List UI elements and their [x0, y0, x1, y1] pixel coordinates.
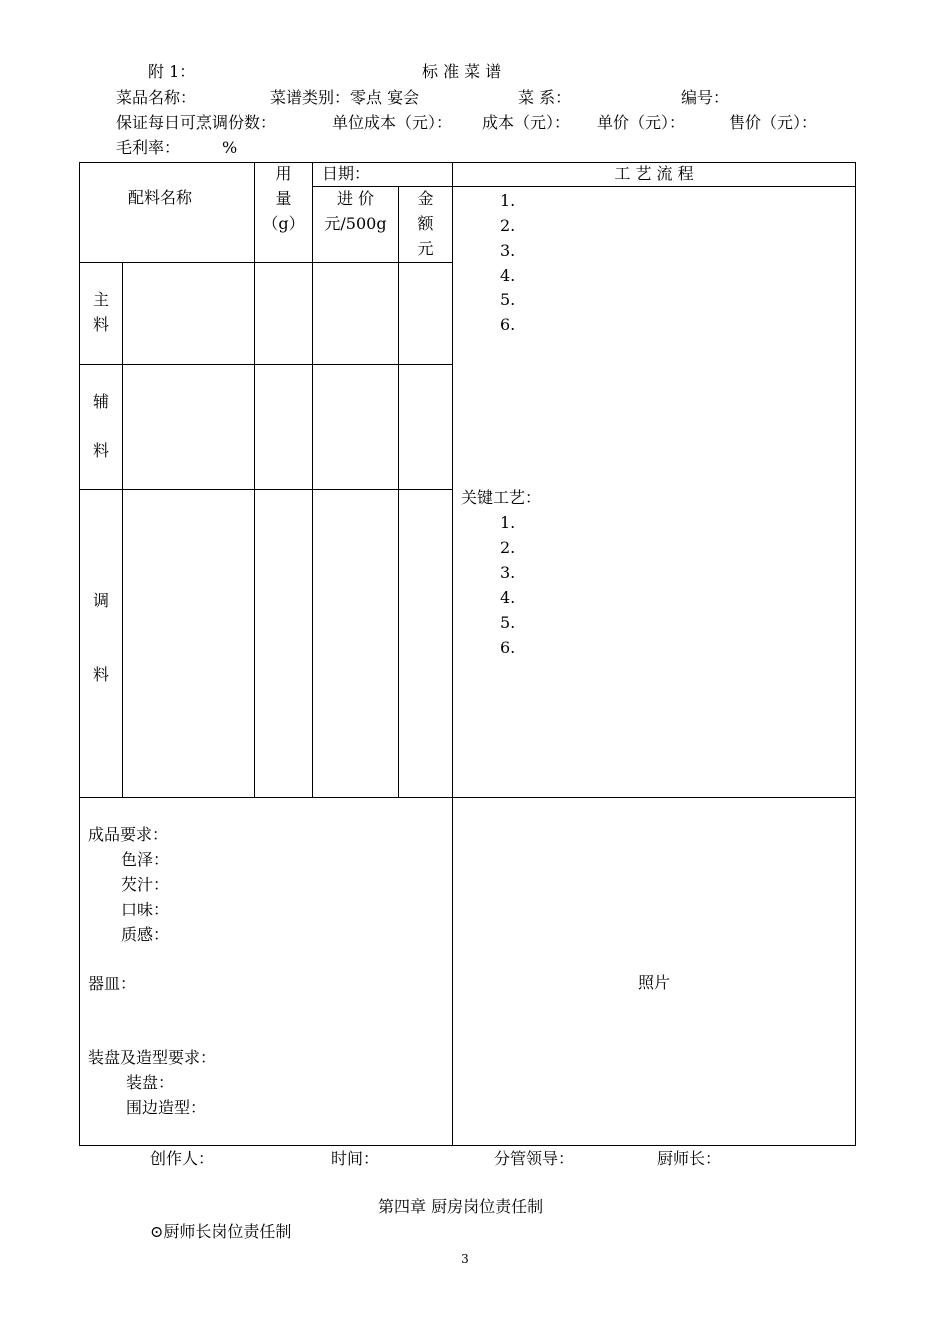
table-border-left — [79, 162, 80, 1146]
category-label: 菜谱类别：零点 宴会 — [270, 88, 420, 107]
key-step: 5. — [500, 613, 516, 632]
leader-label: 分管领导： — [494, 1149, 575, 1168]
price-col-divider — [398, 186, 399, 797]
main-ingredient-label-2: 料 — [92, 315, 109, 334]
dish-name-label: 菜品名称： — [116, 88, 197, 107]
aux-row-divider — [79, 489, 452, 490]
plating-label: 装盘： — [126, 1073, 175, 1092]
name-col-divider — [254, 162, 255, 797]
chef-label: 厨师长： — [657, 1149, 722, 1168]
date-row-divider — [312, 186, 452, 187]
key-step: 3. — [500, 563, 516, 582]
process-title-divider — [453, 186, 855, 187]
key-step: 6. — [500, 638, 516, 657]
taste-label: 口味： — [121, 900, 170, 919]
seasoning-label-1: 调 — [92, 591, 109, 610]
purchase-price-header-1: 进 价 — [336, 189, 375, 208]
key-process-title: 关键工艺： — [461, 488, 542, 507]
photo-placeholder: 照片 — [637, 973, 670, 992]
cuisine-label: 菜 系： — [518, 88, 572, 107]
seasoning-row-divider — [79, 797, 855, 798]
usage-header-2: 量 — [275, 189, 292, 208]
date-label: 日期： — [322, 164, 371, 183]
usage-col-divider — [312, 162, 313, 797]
usage-header-1: 用 — [275, 164, 292, 183]
plating-requirements-title: 装盘及造型要求： — [88, 1048, 217, 1067]
cost-label: 成本（元）： — [482, 113, 571, 132]
appendix-label: 附 1： — [148, 62, 196, 81]
page-title: 标 准 菜 谱 — [422, 62, 502, 81]
finished-requirements-title: 成品要求： — [88, 825, 169, 844]
usage-unit: （g） — [262, 214, 305, 233]
number-label: 编号： — [681, 88, 730, 107]
process-step: 4. — [500, 266, 516, 285]
process-title: 工 艺 流 程 — [614, 164, 694, 183]
main-ingredient-label-1: 主 — [92, 290, 109, 309]
category-col-divider — [122, 262, 123, 797]
process-step: 2. — [500, 216, 516, 235]
process-step: 5. — [500, 290, 516, 309]
ingredient-name-header: 配料名称 — [128, 188, 193, 207]
table-border-top — [79, 162, 856, 163]
header-row-divider — [79, 262, 452, 263]
aux-ingredient-label-1: 辅 — [92, 392, 109, 411]
process-step: 3. — [500, 241, 516, 260]
color-label: 色泽： — [121, 850, 170, 869]
key-step: 4. — [500, 588, 516, 607]
sauce-label: 芡汁： — [121, 875, 170, 894]
border-styling-label: 围边造型： — [126, 1098, 207, 1117]
amount-header-1: 金 — [417, 189, 434, 208]
texture-label: 质感： — [121, 925, 170, 944]
table-border-right — [855, 162, 856, 1146]
margin-label: 毛利率： — [116, 138, 181, 157]
seasoning-label-2: 料 — [92, 665, 109, 684]
margin-unit: % — [222, 138, 238, 157]
key-step: 1. — [500, 513, 516, 532]
purchase-price-header-2: 元/500g — [324, 214, 387, 233]
process-col-divider — [452, 162, 453, 1146]
table-border-bottom — [79, 1145, 856, 1146]
aux-ingredient-label-2: 料 — [92, 441, 109, 460]
vessel-label: 器皿： — [88, 974, 137, 993]
key-step: 2. — [500, 538, 516, 557]
amount-header-2: 额 — [417, 214, 434, 233]
chapter-title: 第四章 厨房岗位责任制 — [378, 1197, 544, 1216]
process-step: 1. — [500, 191, 516, 210]
unit-cost-label: 单位成本（元）： — [332, 113, 453, 132]
amount-header-3: 元 — [417, 239, 434, 258]
creator-label: 创作人： — [150, 1149, 215, 1168]
page-number: 3 — [461, 1252, 469, 1266]
main-row-divider — [79, 364, 452, 365]
unit-price-label: 单价（元）： — [597, 113, 686, 132]
sale-price-label: 售价（元）： — [729, 113, 818, 132]
daily-portions-label: 保证每日可烹调份数： — [116, 113, 277, 132]
time-label: 时间： — [331, 1149, 380, 1168]
process-step: 6. — [500, 315, 516, 334]
section-title: ⊙厨师长岗位责任制 — [150, 1222, 292, 1241]
